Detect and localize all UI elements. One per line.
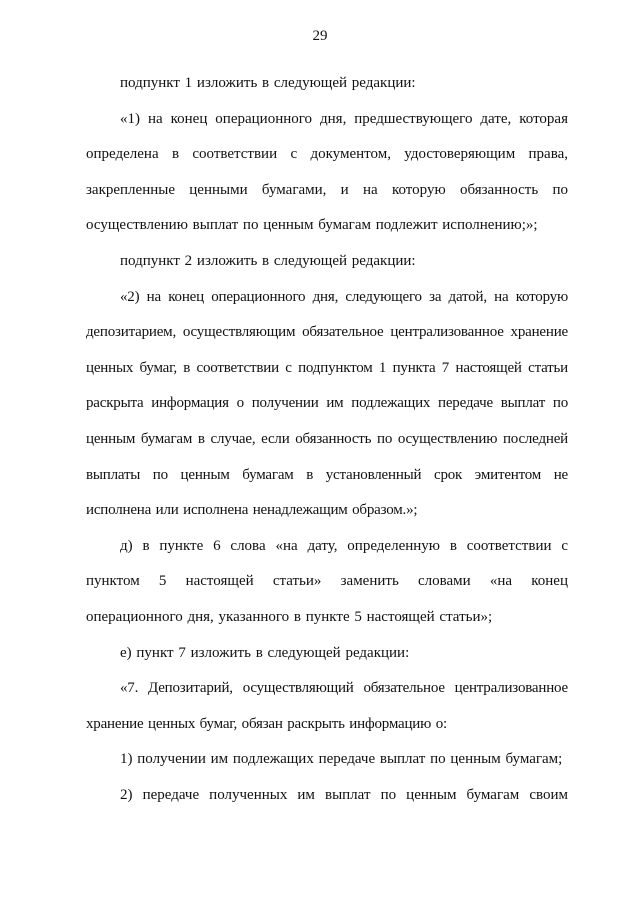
paragraph-subitem-1-intro: подпункт 1 изложить в следующей редакции: <box>120 75 416 91</box>
paragraph-item-e: е) пункт 7 изложить в следующей редакции: <box>120 644 410 661</box>
paragraph-point-7-sub-2: 2) передаче полученных им выплат по ценным бумагам своим <box>120 786 568 803</box>
paragraph-point-7: «7. Депозитарий, осуществляющий обязательное централизованное хранение ценных бумаг, обязан раскрыть информацию о: <box>86 680 568 732</box>
page-number: 29 <box>312 28 328 44</box>
paragraph-item-d: д) в пункте 6 слова «на дату, определенную в соответствии с пунктом 5 настоящей статьи» заменить словами «на конец операционного дня, указанного в пункте 5 настоящей статьи»; <box>86 537 568 625</box>
paragraph-point-7-sub-1: 1) получении им подлежащих передаче выплат по ценным бумагам; <box>120 751 563 768</box>
paragraph-subitem-2-intro: подпункт 2 изложить в следующей редакции: <box>120 252 416 269</box>
paragraph-subitem-2-text: «2) на конец операционного дня, следующего за датой, на которую депозитарием, осуществляющим обязательное централизованное хранение ценных бумаг, в соответствии с подпунктом 1 пункта 7 настоящей статьи раскрыта информация о получении им подлежащих передаче выплат по ценным бумагам в случае, если обязанность по осуществлению последней выплаты по ценным бумагам в установленный срок эмитентом не исполнена или исполнена ненадлежащим образом.»; <box>86 288 568 519</box>
document-body <box>86 66 568 813</box>
paragraph-subitem-1-text: «1) на конец операционного дня, предшествующего дате, которая определена в соответствии с документом, удостоверяющим права, закрепленные ценными бумагами, и на которую обязанность по осуществлению выплат по ценным бумагам подлежит исполнению;»; <box>86 110 568 234</box>
